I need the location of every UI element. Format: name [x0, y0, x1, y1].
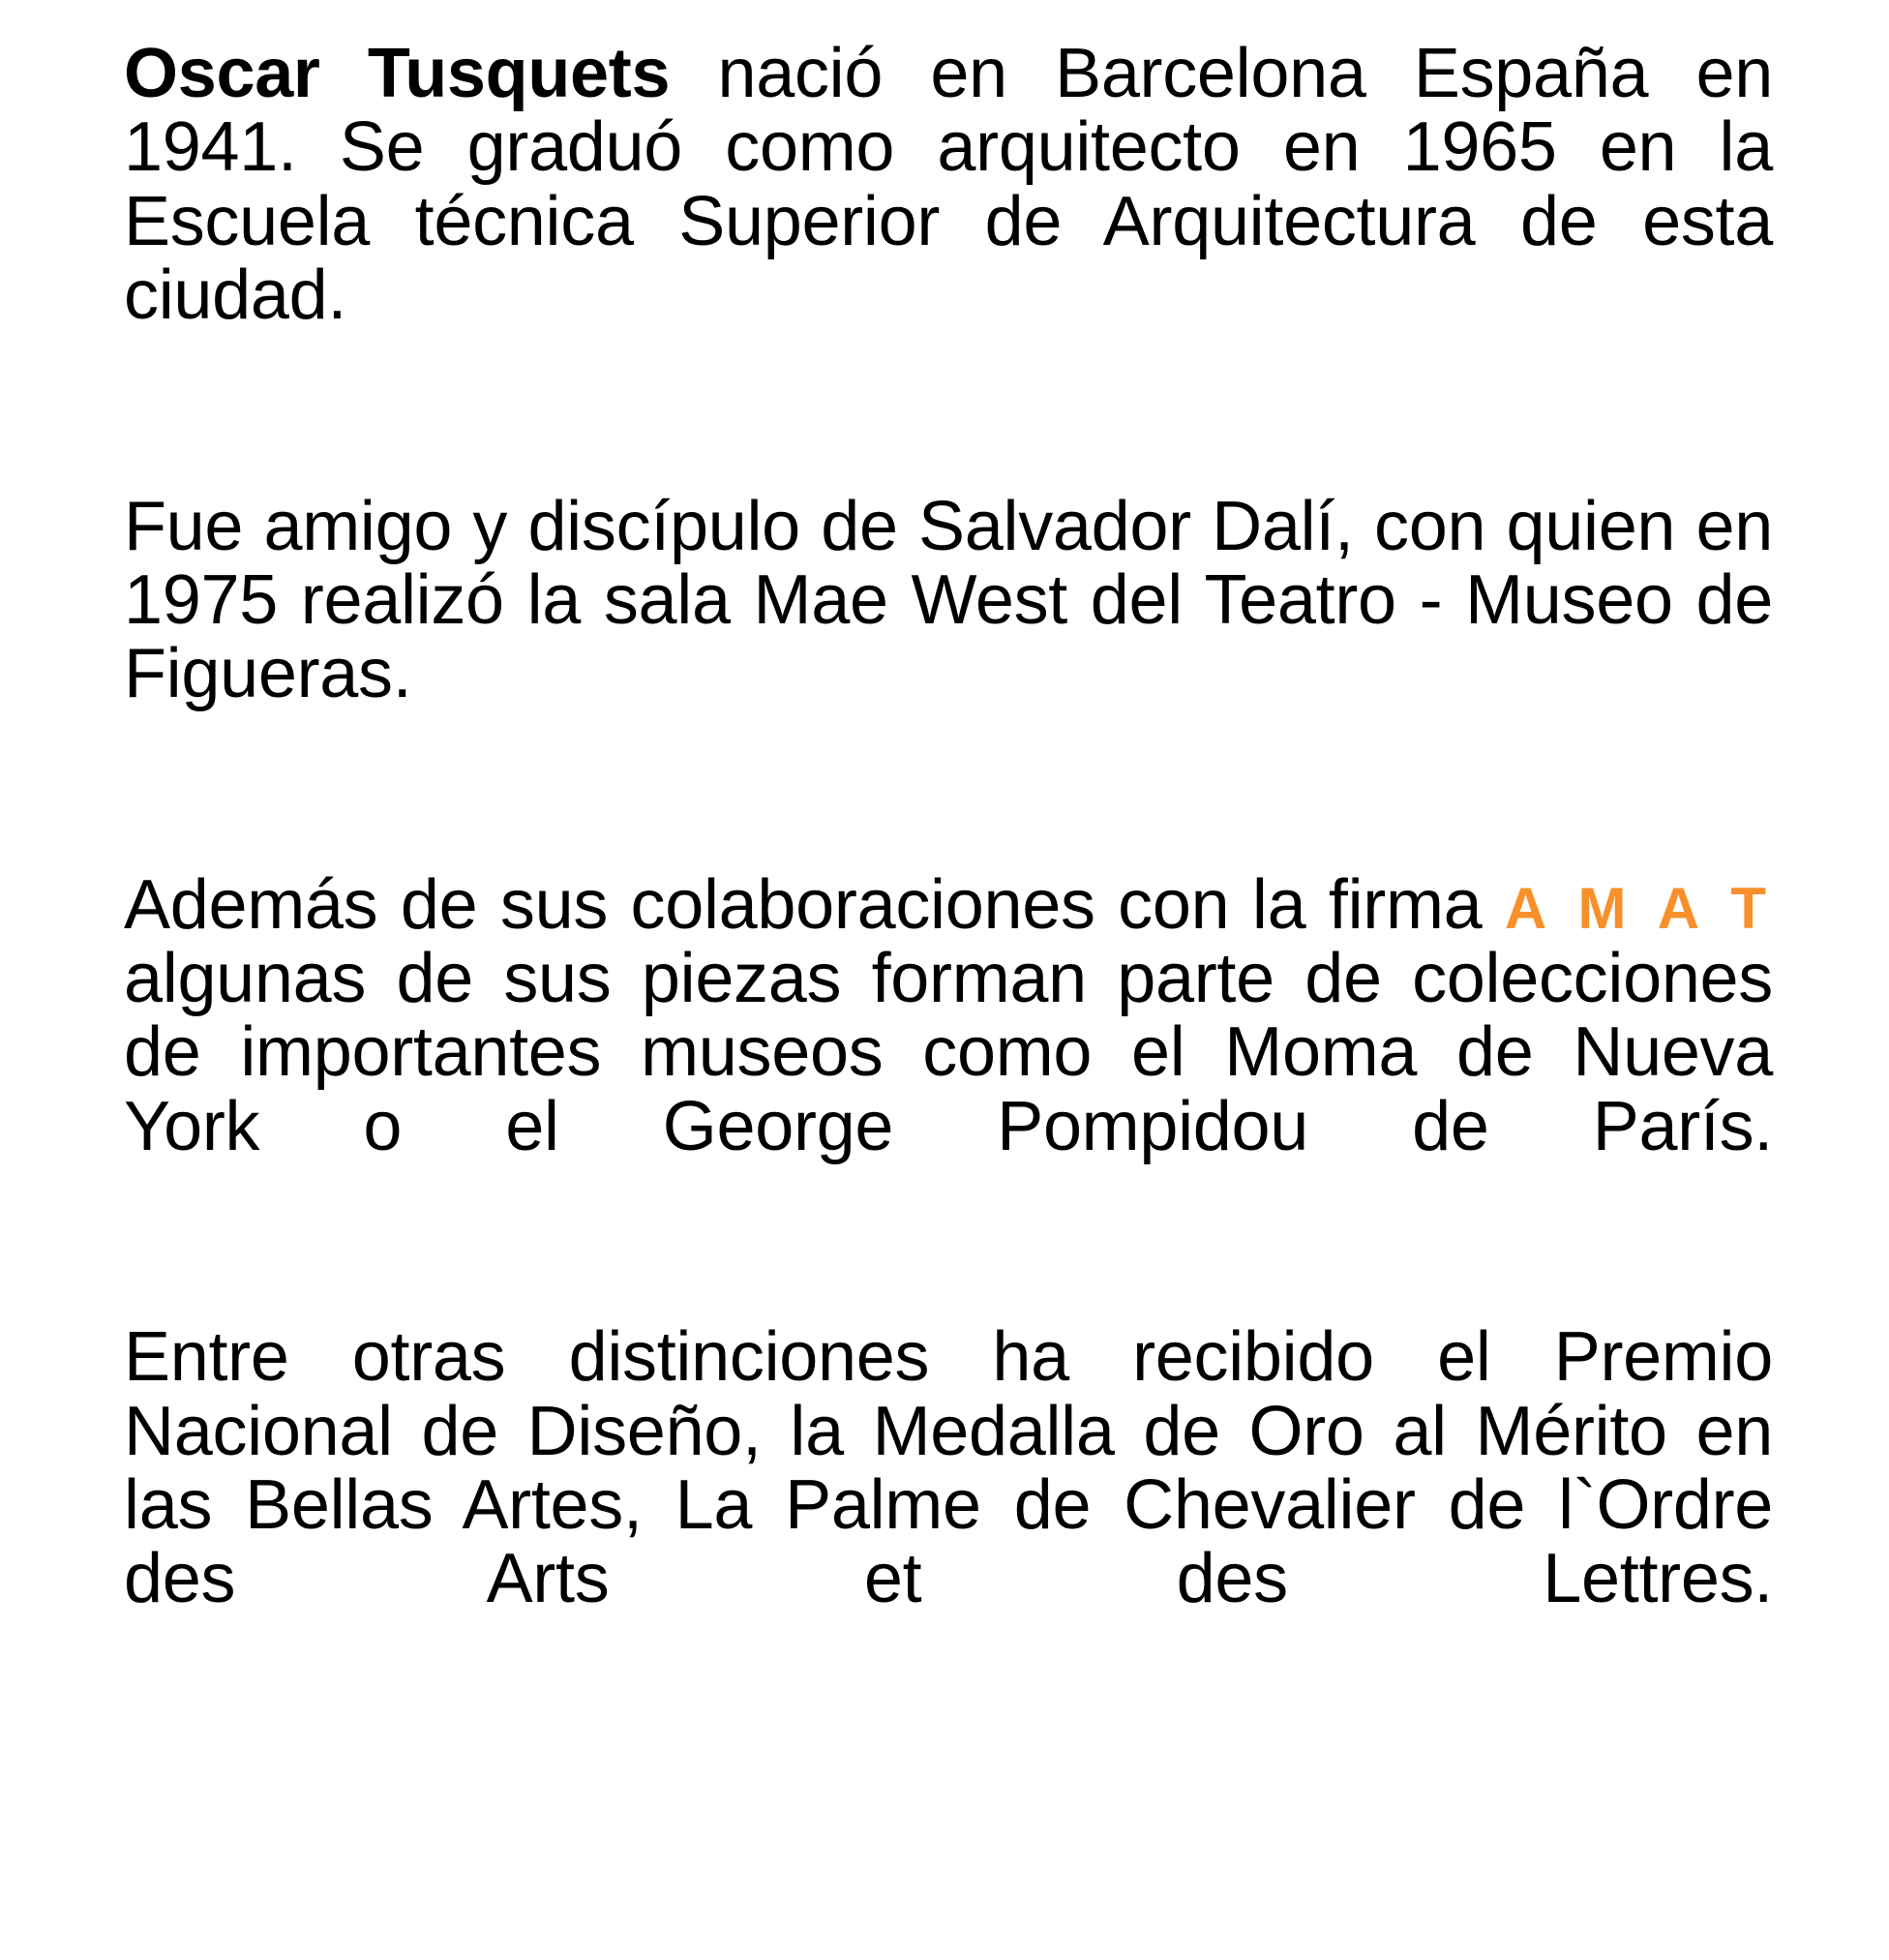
paragraph-birth-text: nació en Barcelona España en 1941. Se graduó como arquitecto en 1965 en la Escuela técnica Superior de Arquitectura de esta ciudad.: [124, 35, 1773, 334]
paragraph-amat: [124, 865, 1774, 1238]
brand-amat-label: A M A T: [1504, 875, 1774, 941]
paragraph-amat-text-after: algunas de sus piezas forman parte de colecciones de importantes museos como el Moma de Nueva York o el George Pompidou de París.: [124, 940, 1773, 1165]
paragraph-dali: [124, 487, 1773, 785]
paragraph-amat-text-before: Además de sus colaboraciones con la firma: [124, 865, 1505, 944]
paragraph-awards: [124, 1320, 1773, 1690]
paragraph-awards-text: Entre otras distinciones ha recibido el Premio Nacional de Diseño, la Medalla de Oro al Mérito en las Bellas Artes, La Palme de Chevalier de l`Ordre des Arts et des Lettres.: [124, 1318, 1773, 1618]
paragraph-birth: [124, 37, 1773, 407]
person-name: Oscar Tusquets: [124, 35, 671, 112]
paragraph-dali-text: Fue amigo y discípulo de Salvador Dalí, con quien en 1975 realizó la sala Mae West del Teatro - Museo de Figueras.: [124, 487, 1773, 713]
